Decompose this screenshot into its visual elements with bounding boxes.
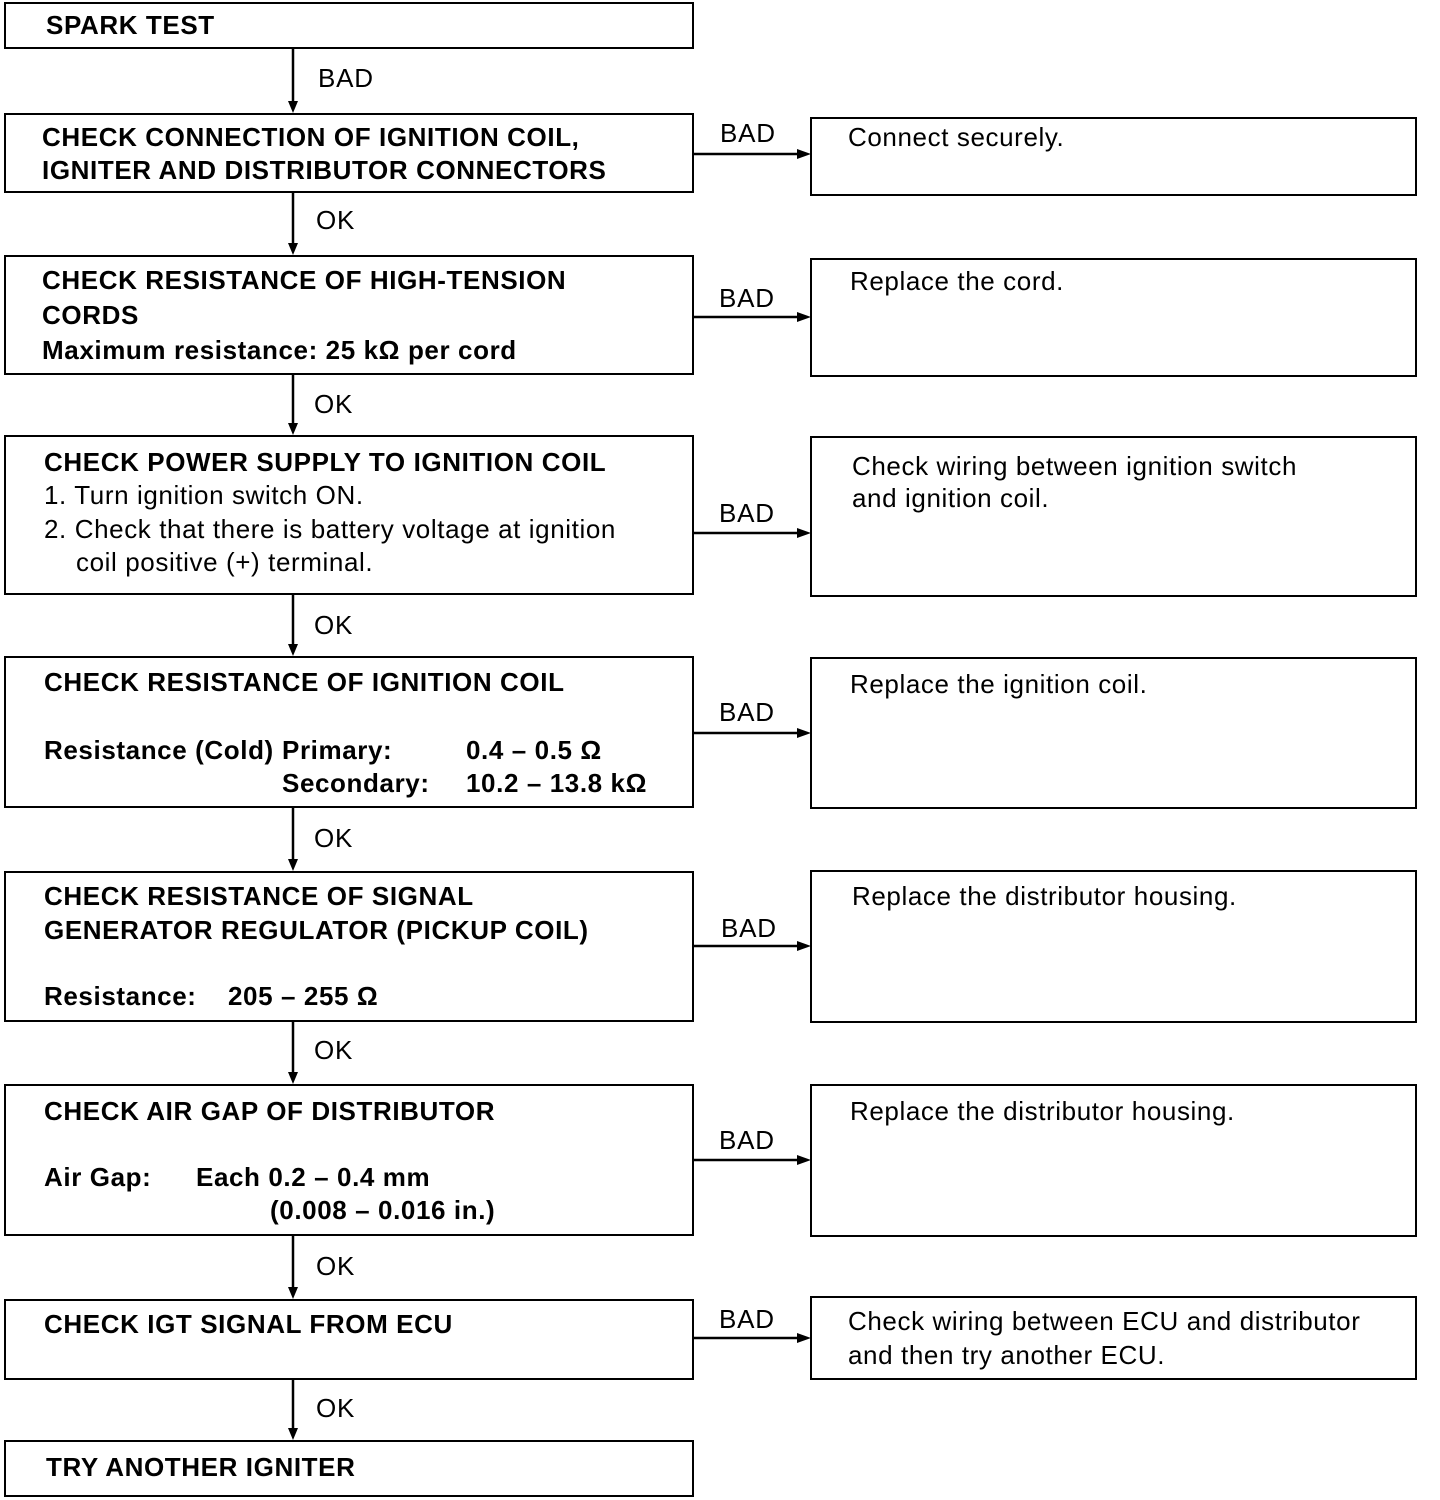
- action-text: Check wiring between ECU and distributor: [848, 1306, 1361, 1336]
- primary-label: Primary:: [282, 735, 393, 765]
- action-text: Replace the distributor housing.: [850, 1096, 1235, 1126]
- spec-label: Resistance (Cold): [44, 735, 274, 765]
- flow-label-ok: OK: [314, 610, 354, 640]
- step-item: coil positive (+) terminal.: [76, 547, 374, 577]
- arrow-down-icon: [288, 1072, 298, 1084]
- flow-label-bad: BAD: [719, 1304, 775, 1334]
- flow-label-ok: OK: [314, 823, 354, 853]
- arrow-right-icon: [797, 1155, 811, 1165]
- flow-label-bad: BAD: [719, 498, 775, 528]
- secondary-value: 10.2 – 13.8 kΩ: [466, 768, 648, 798]
- spec-value: 205 – 255 Ω: [228, 981, 379, 1011]
- arrow-right-icon: [797, 312, 811, 322]
- flow-label-ok: OK: [316, 205, 356, 235]
- step-box-high-tension-cords: [4, 255, 694, 375]
- action-text: and then try another ECU.: [848, 1340, 1166, 1370]
- step-spec: Maximum resistance: 25 kΩ per cord: [42, 335, 517, 365]
- step-item: 1. Turn ignition switch ON.: [44, 480, 364, 510]
- step-title: TRY ANOTHER IGNITER: [46, 1452, 356, 1482]
- action-box-replace-cord: [810, 258, 1417, 377]
- arrow-down-icon: [288, 859, 298, 871]
- action-text: Check wiring between ignition switch: [852, 451, 1298, 481]
- step-box-check-connections: [4, 113, 694, 193]
- primary-value: 0.4 – 0.5 Ω: [466, 735, 602, 765]
- action-box-check-wiring-ecu: [810, 1296, 1417, 1380]
- action-text: Replace the cord.: [850, 266, 1064, 296]
- spec-value-imperial: (0.008 – 0.016 in.): [270, 1195, 496, 1225]
- step-title-line: CHECK CONNECTION OF IGNITION COIL,: [42, 122, 580, 152]
- step-title: CHECK RESISTANCE OF IGNITION COIL: [44, 667, 565, 697]
- flow-label-ok: OK: [314, 1035, 354, 1065]
- action-text: Replace the distributor housing.: [852, 881, 1237, 911]
- spec-value: Each 0.2 – 0.4 mm: [196, 1162, 431, 1192]
- step-title-line: GENERATOR REGULATOR (PICKUP COIL): [44, 915, 589, 945]
- flow-label-bad: BAD: [720, 118, 776, 148]
- flow-label-bad: BAD: [318, 63, 374, 93]
- step-box-spark-test: [4, 2, 694, 49]
- spec-label: Resistance:: [44, 981, 197, 1011]
- step-title: CHECK IGT SIGNAL FROM ECU: [44, 1309, 453, 1339]
- step-title: SPARK TEST: [46, 10, 215, 40]
- step-box-ignition-coil-resistance: [4, 656, 694, 808]
- flow-label-bad: BAD: [719, 283, 775, 313]
- spec-label: Air Gap:: [44, 1162, 152, 1192]
- arrow-right-icon: [797, 941, 811, 951]
- arrow-down-icon: [288, 1428, 298, 1440]
- step-box-igt-signal: [4, 1299, 694, 1380]
- step-box-air-gap: [4, 1084, 694, 1236]
- action-box-replace-distributor-housing: [810, 870, 1417, 1023]
- flow-label-bad: BAD: [719, 1125, 775, 1155]
- secondary-label: Secondary:: [282, 768, 430, 798]
- action-box-replace-ignition-coil: [810, 657, 1417, 809]
- action-box-check-wiring-ignition: [810, 436, 1417, 597]
- step-title-line: CORDS: [42, 300, 139, 330]
- step-title: CHECK AIR GAP OF DISTRIBUTOR: [44, 1096, 496, 1126]
- arrow-down-icon: [288, 1287, 298, 1299]
- step-box-try-another-igniter: [4, 1440, 694, 1497]
- arrow-down-icon: [288, 644, 298, 656]
- arrow-right-icon: [797, 1333, 811, 1343]
- arrow-down-icon: [288, 423, 298, 435]
- arrow-right-icon: [797, 149, 811, 159]
- step-box-power-supply: [4, 435, 694, 595]
- action-box-replace-distributor-housing: [810, 1084, 1417, 1237]
- step-title-line: CHECK RESISTANCE OF SIGNAL: [44, 881, 474, 911]
- action-text: Replace the ignition coil.: [850, 669, 1148, 699]
- step-title-line: IGNITER AND DISTRIBUTOR CONNECTORS: [42, 155, 607, 185]
- arrow-down-icon: [288, 243, 298, 255]
- flow-label-ok: OK: [314, 389, 354, 419]
- flow-label-ok: OK: [316, 1251, 356, 1281]
- action-text: and ignition coil.: [852, 483, 1050, 513]
- step-title-line: CHECK RESISTANCE OF HIGH-TENSION: [42, 265, 567, 295]
- step-item: 2. Check that there is battery voltage at ignition: [44, 514, 616, 544]
- arrow-right-icon: [797, 528, 811, 538]
- flow-label-ok: OK: [316, 1393, 356, 1423]
- arrow-right-icon: [797, 728, 811, 738]
- action-text: Connect securely.: [848, 122, 1065, 152]
- arrow-down-icon: [288, 101, 298, 113]
- flow-label-bad: BAD: [719, 697, 775, 727]
- flow-label-bad: BAD: [721, 913, 777, 943]
- step-box-signal-generator: [4, 871, 694, 1022]
- step-title: CHECK POWER SUPPLY TO IGNITION COIL: [44, 447, 607, 477]
- action-box-connect-securely: [810, 117, 1417, 196]
